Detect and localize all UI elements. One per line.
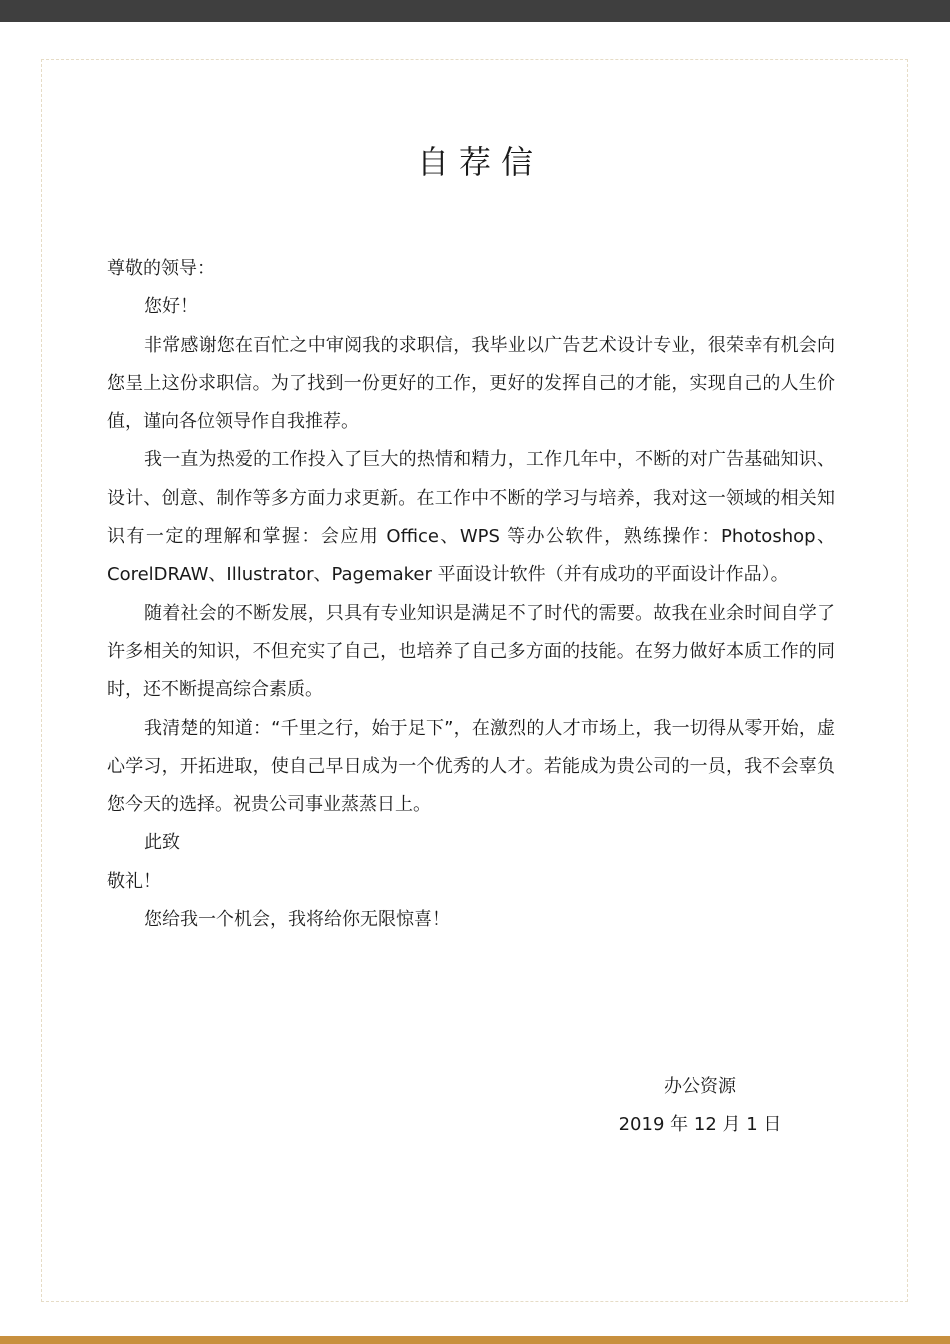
signature-block	[600, 1068, 800, 1144]
greeting: 您好！	[144, 296, 198, 318]
page-title: 自荐信	[416, 143, 543, 181]
paragraph: 我清楚的知道：“千里之行，始于足下”，在激烈的人才市场上，我一切得从零开始，虚心学习，开拓进取，使自己早日成为一个优秀的人才。若能成为贵公司的一员，我不会辜负您今天的选择。祝贵公司事业蒸蒸日上。	[107, 717, 835, 816]
paragraph: 我一直为热爱的工作投入了巨大的热情和精力，工作几年中，不断的对广告基础知识、设计、创意、制作等多方面力求更新。在工作中不断的学习与培养，我对这一领域的相关知识有一定的理解和掌握：会应用 Office、WPS 等办公软件，熟练操作：Photoshop、CorelDRAW、Illustrator、Pagemaker 平面设计软件（并有成功的平面设计作品）。	[107, 449, 835, 586]
letter-date: 2019 年 12 月 1 日	[618, 1114, 782, 1135]
postscript: 您给我一个机会，我将给你无限惊喜！	[144, 909, 450, 931]
paragraph: 非常感谢您在百忙之中审阅我的求职信，我毕业以广告艺术设计专业，很荣幸有机会向您呈上这份求职信。为了找到一份更好的工作，更好的发挥自己的才能，实现自己的人生价值，谨向各位领导作自我推荐。	[107, 334, 835, 433]
closing-salute: 敬礼！	[107, 870, 161, 892]
bottom-accent-bar	[0, 1336, 950, 1344]
closing-line: 此致	[144, 832, 180, 854]
salutation: 尊敬的领导：	[107, 258, 215, 279]
paragraph: 随着社会的不断发展，只具有专业知识是满足不了时代的需要。故我在业余时间自学了许多相关的知识，不但充实了自己，也培养了自己多方面的技能。在努力做好本质工作的同时，还不断提高综合素质。	[107, 602, 835, 701]
signer-name: 办公资源	[664, 1076, 736, 1097]
letter-body	[107, 250, 835, 939]
top-accent-bar	[0, 0, 950, 22]
